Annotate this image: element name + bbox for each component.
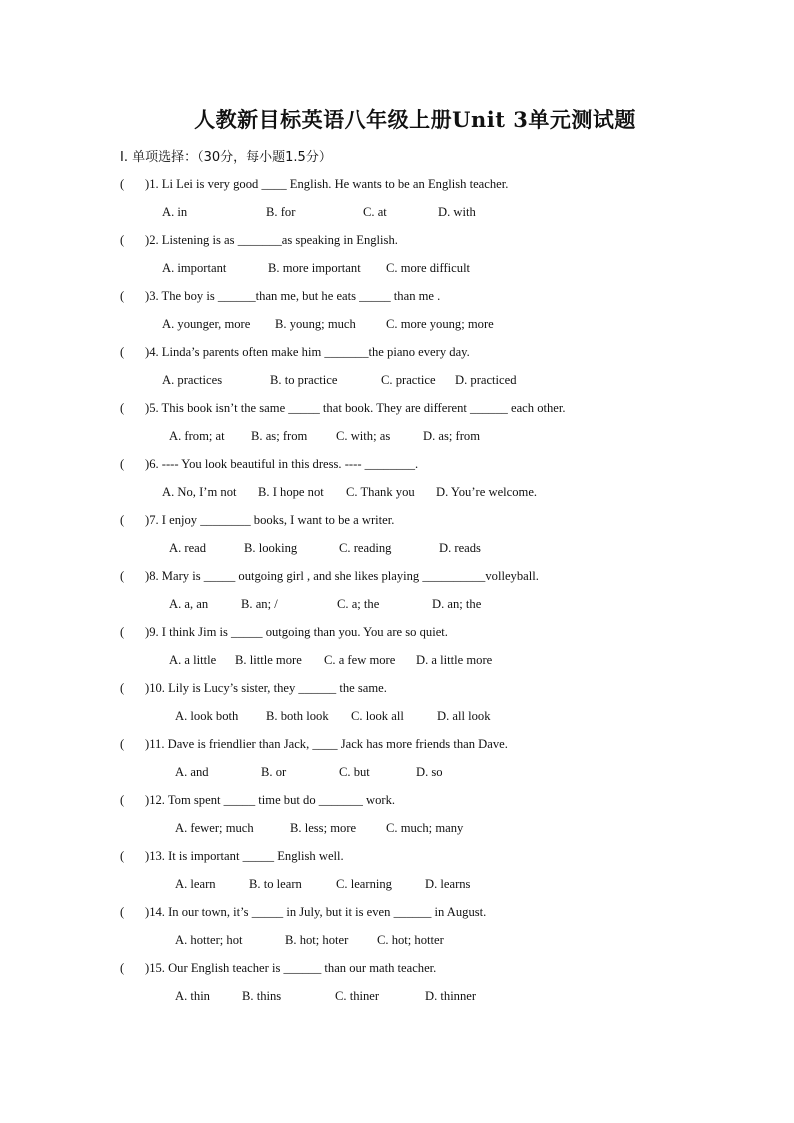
option-c: C. practice	[381, 373, 436, 387]
option-a: A. fewer; much	[175, 821, 254, 835]
question-text: )5. This book isn’t the same _____ that book. They are different ______ each other.	[145, 401, 566, 415]
option-a: A. in	[162, 205, 188, 219]
option-c: C. look all	[351, 709, 404, 723]
options-row-14	[0, 930, 794, 950]
question-10	[120, 678, 387, 698]
question-8	[120, 566, 539, 586]
option-b: B. or	[261, 765, 287, 779]
answer-bracket: (	[120, 457, 125, 471]
option-d: D. You’re welcome.	[436, 485, 538, 499]
option-b: B. hot; hoter	[285, 933, 349, 947]
question-13	[120, 846, 344, 866]
option-b: B. I hope not	[258, 485, 324, 499]
options-row-6	[0, 482, 794, 502]
option-a: A. learn	[175, 877, 216, 891]
option-b: B. less; more	[290, 821, 357, 835]
question-11	[120, 734, 508, 754]
option-b: B. more important	[268, 261, 361, 275]
answer-bracket: (	[120, 569, 125, 583]
answer-bracket: (	[120, 681, 125, 695]
option-b: B. to practice	[270, 373, 338, 387]
option-a: A. from; at	[169, 429, 225, 443]
option-a: A. look both	[175, 709, 239, 723]
options-row-3	[0, 314, 794, 334]
option-d: D. practiced	[455, 373, 517, 387]
answer-bracket: (	[120, 793, 125, 807]
option-b: B. little more	[235, 653, 302, 667]
answer-bracket: (	[120, 905, 125, 919]
option-b: B. for	[266, 205, 296, 219]
question-text: )4. Linda’s parents often make him _______the piano every day.	[145, 345, 470, 359]
option-a: A. No, I’m not	[162, 485, 237, 499]
question-text: )8. Mary is _____ outgoing girl , and she likes playing __________volleyball.	[145, 569, 539, 583]
options-row-15	[0, 986, 794, 1006]
option-a: A. practices	[162, 373, 223, 387]
options-row-11	[0, 762, 794, 782]
option-a: A. hotter; hot	[175, 933, 243, 947]
options-row-10	[0, 706, 794, 726]
answer-bracket: (	[120, 401, 125, 415]
question-3	[120, 286, 440, 306]
option-c: C. Thank you	[346, 485, 415, 499]
question-text: )14. In our town, it’s _____ in July, but it is even ______ in August.	[145, 905, 487, 919]
question-7	[120, 510, 394, 530]
option-c: C. a few more	[324, 653, 396, 667]
answer-bracket: (	[120, 737, 125, 751]
question-12	[120, 790, 395, 810]
options-row-5	[0, 426, 794, 446]
option-b: B. to learn	[249, 877, 302, 891]
option-a: A. thin	[175, 989, 210, 1003]
question-text: )12. Tom spent _____ time but do _______ work.	[145, 793, 396, 807]
options-row-4	[0, 370, 794, 390]
option-c: C. with; as	[336, 429, 391, 443]
option-a: A. younger, more	[162, 317, 251, 331]
option-c: C. at	[363, 205, 387, 219]
option-b: B. an; /	[241, 597, 278, 611]
option-d: D. with	[438, 205, 476, 219]
option-d: D. so	[416, 765, 443, 779]
question-text: )9. I think Jim is _____ outgoing than you. You are so quiet.	[145, 625, 448, 639]
option-d: D. learns	[425, 877, 471, 891]
answer-bracket: (	[120, 849, 125, 863]
question-4	[120, 342, 470, 362]
question-2	[120, 230, 398, 250]
question-14	[120, 902, 486, 922]
question-6	[120, 454, 418, 474]
options-row-8	[0, 594, 794, 614]
options-row-13	[0, 874, 794, 894]
option-d: D. a little more	[416, 653, 493, 667]
option-c: C. thiner	[335, 989, 380, 1003]
options-row-9	[0, 650, 794, 670]
answer-bracket: (	[120, 345, 125, 359]
answer-bracket: (	[120, 961, 125, 975]
question-text: )10. Lily is Lucy’s sister, they ______ the same.	[145, 681, 387, 695]
option-d: D. reads	[439, 541, 481, 555]
option-c: C. but	[339, 765, 370, 779]
section-heading: I. 单项选择：（30分，每小题1.5分）	[120, 150, 332, 165]
option-c: C. reading	[339, 541, 392, 555]
option-b: B. young; much	[275, 317, 356, 331]
question-text: )15. Our English teacher is ______ than our math teacher.	[145, 961, 437, 975]
answer-bracket: (	[120, 625, 125, 639]
question-text: )3. The boy is ______than me, but he eats _____ than me .	[145, 289, 441, 303]
question-text: )7. I enjoy ________ books, I want to be a writer.	[145, 513, 395, 527]
option-a: A. read	[169, 541, 207, 555]
option-a: A. a little	[169, 653, 217, 667]
option-c: C. a; the	[337, 597, 380, 611]
option-a: A. a, an	[169, 597, 209, 611]
option-c: C. more difficult	[386, 261, 471, 275]
answer-bracket: (	[120, 289, 125, 303]
option-d: D. all look	[437, 709, 491, 723]
option-b: B. both look	[266, 709, 329, 723]
option-d: D. an; the	[432, 597, 482, 611]
answer-bracket: (	[120, 233, 125, 247]
option-c: C. much; many	[386, 821, 464, 835]
answer-bracket: (	[120, 177, 125, 191]
options-row-1	[0, 202, 794, 222]
option-a: A. important	[162, 261, 227, 275]
question-5	[120, 398, 566, 418]
option-a: A. and	[175, 765, 209, 779]
options-row-12	[0, 818, 794, 838]
option-c: C. learning	[336, 877, 392, 891]
option-d: D. as; from	[423, 429, 481, 443]
question-text: )13. It is important _____ English well.	[145, 849, 344, 863]
option-c: C. more young; more	[386, 317, 494, 331]
question-15	[120, 958, 436, 978]
question-9	[120, 622, 448, 642]
option-d: D. thinner	[425, 989, 477, 1003]
question-text: )2. Listening is as _______as speaking in English.	[145, 233, 398, 247]
option-b: B. looking	[244, 541, 298, 555]
page-title: 人教新目标英语八年级上册Unit 3单元测试题	[194, 107, 636, 132]
options-row-7	[0, 538, 794, 558]
answer-bracket: (	[120, 513, 125, 527]
option-b: B. as; from	[251, 429, 308, 443]
question-1	[120, 174, 508, 194]
options-row-2	[0, 258, 794, 278]
question-text: )11. Dave is friendlier than Jack, ____ Jack has more friends than Dave.	[145, 737, 508, 751]
question-text: )6. ---- You look beautiful in this dress. ---- ________.	[145, 457, 419, 471]
question-text: )1. Li Lei is very good ____ English. He wants to be an English teacher.	[145, 177, 509, 191]
option-b: B. thins	[242, 989, 282, 1003]
option-c: C. hot; hotter	[377, 933, 444, 947]
